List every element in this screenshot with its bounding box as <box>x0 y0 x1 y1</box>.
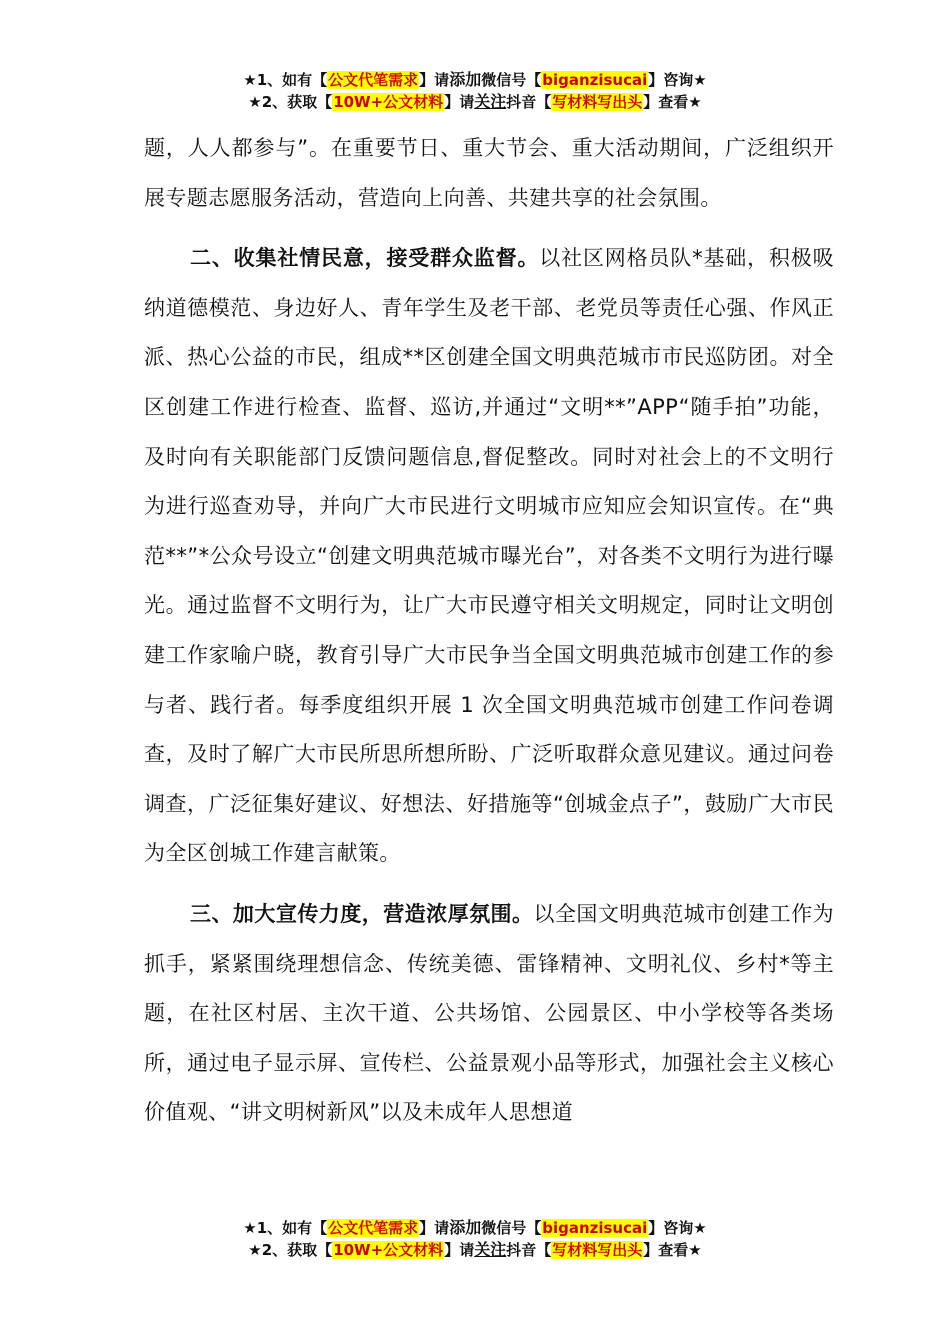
promo-highlight-wechat-id: biganzisucai <box>542 1219 648 1237</box>
promo-text: 】请 <box>444 1241 475 1259</box>
promo-text: 微信号【 <box>481 71 542 89</box>
promo-text: 】请 <box>419 71 450 89</box>
promo-emphasis: 添加 <box>449 1218 482 1237</box>
section-text: 以社区网格员队*基础，积极吸纳道德模范、身边好人、青年学生及老干部、老党员等责任心强、作风正派、热心公益的市民，组成**区创建全国文明典范城市市民巡防团。对全区创建工作进行检查、监督、巡访,并通过“文明**”APP“随手拍”功能，及时向有关职能部门反馈问题信息,督促整改。同时对社会上的不文明行为进行巡查劝导，并向广大市民进行文明城市应知应会知识宣传。在“典范**”*公众号设立“创建文明典范城市曝光台”，对各类不文明行为进行曝光。通过监督不文明行为，让广大市民遵守相关文明规定，同时让文明创建工作家喻户晓，教育引导广大市民争当全国文明典范城市创建工作的参与者、践行者。每季度组织开展 1 次全国文明典范城市创建工作问卷调查，及时了解广大市民所思所想所盼、广泛听取群众意见建议。通过问卷调查，广泛征集好建议、好想法、好措施等“创城金点子”，鼓励广大市民为全区创城工作建言献策。 <box>144 246 834 866</box>
section-text: 以全国文明典范城市创建工作为抓手，紧紧围绕理想信念、传统美德、雷锋精神、文明礼仪、乡村*等主题，在社区村居、主次干道、公共场馆、公园景区、中小学校等各类场所，通过电子显示屏、宣传栏、公益景观小品等形式，加强社会主义核心价值观、“讲文明树新风”以及未成年人思想道 <box>144 901 834 1125</box>
promo-text: 】请 <box>419 1219 450 1237</box>
promo-text: 】咨询★ <box>648 71 707 89</box>
paragraph-continuation: 题，人人都参与”。在重要节日、重大节会、重大活动期间，广泛组织开展专题志愿服务活动，营造向上向善、共建共享的社会氛围。 <box>144 136 834 210</box>
promo-text: 】咨询★ <box>648 1219 707 1237</box>
promo-emphasis: 添加 <box>449 70 482 89</box>
promo-highlight-douyin-id: 写材料写出头 <box>552 93 643 111</box>
promo-text: ★2、获取【 <box>248 1241 333 1259</box>
promo-header <box>0 69 950 113</box>
promo-line-2 <box>0 1239 950 1261</box>
promo-emphasis: 关注 <box>474 92 507 111</box>
promo-highlight-wechat-id: biganzisucai <box>542 71 648 89</box>
promo-highlight-service: 公文代笔需求 <box>328 71 419 89</box>
promo-text: ★1、如有【 <box>243 71 328 89</box>
promo-text: ★2、获取【 <box>248 93 333 111</box>
section-heading: 三、加大宣传力度，营造浓厚氛围。 <box>190 901 534 926</box>
promo-highlight-douyin-id: 写材料写出头 <box>552 1241 643 1259</box>
promo-text: 微信号【 <box>481 1219 542 1237</box>
promo-text: 抖音【 <box>506 1241 552 1259</box>
promo-highlight-materials: 10W+公文材料 <box>333 1241 444 1259</box>
promo-emphasis: 关注 <box>474 1240 507 1259</box>
promo-line-2 <box>0 91 950 113</box>
paragraph-section-2 <box>144 234 834 879</box>
promo-highlight-materials: 10W+公文材料 <box>333 93 444 111</box>
paragraph-section-3 <box>144 890 834 1138</box>
promo-text: ★1、如有【 <box>243 1219 328 1237</box>
promo-line-1 <box>0 69 950 91</box>
promo-text: 】查看★ <box>643 1241 702 1259</box>
promo-line-1 <box>0 1217 950 1239</box>
promo-footer <box>0 1217 950 1261</box>
promo-text: 】查看★ <box>643 93 702 111</box>
document-body <box>144 124 834 1138</box>
promo-text: 抖音【 <box>506 93 552 111</box>
section-heading: 二、收集社情民意，接受群众监督。 <box>190 246 540 271</box>
promo-highlight-service: 公文代笔需求 <box>328 1219 419 1237</box>
promo-text: 】请 <box>444 93 475 111</box>
